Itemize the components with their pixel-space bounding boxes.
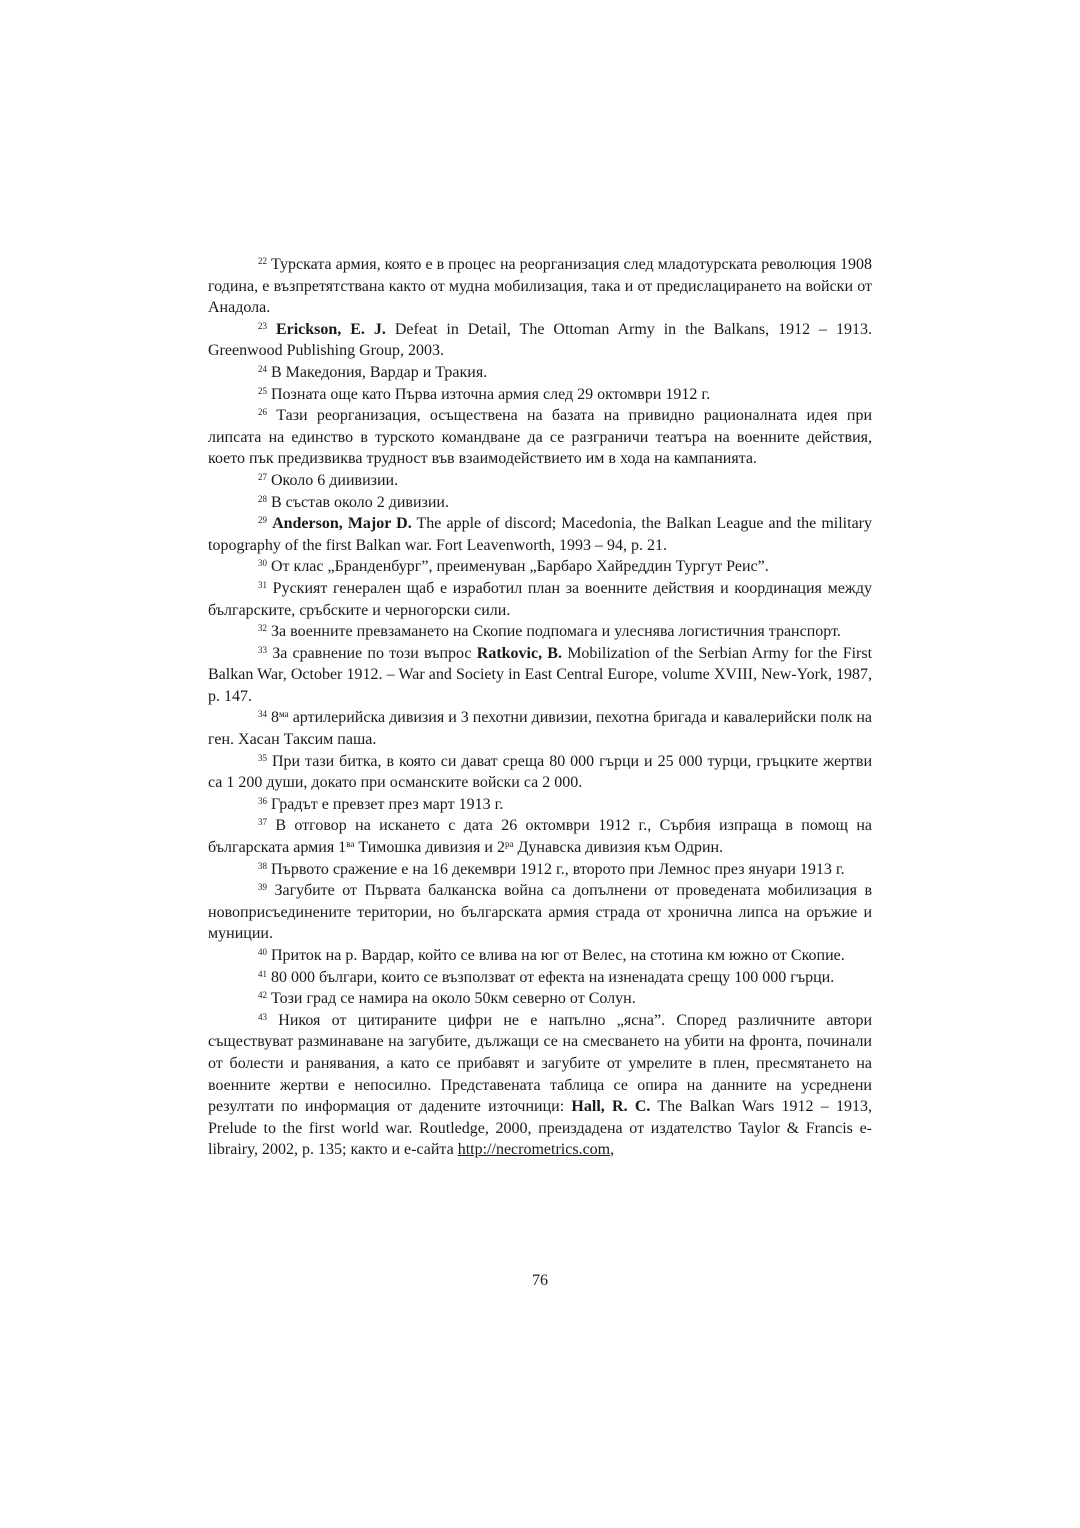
footnote-28 bbox=[208, 492, 872, 514]
footnote-number: 35 bbox=[258, 752, 267, 763]
footnote-number: 33 bbox=[258, 644, 267, 655]
footnote-32 bbox=[208, 621, 872, 643]
footnote-text: артилерийска дивизия и 3 пехотни дивизии, пехотна бригада и кавалерийски полк на ген. Хасан Таксим паша. bbox=[208, 709, 873, 749]
footnote-text: Позната още като Първа източна армия след 29 октомври 1912 г. bbox=[271, 385, 711, 403]
footnote-text: Руският генерален щаб е изработил план за военните действия и координация между българските, сръбските и черногорски сили. bbox=[208, 579, 872, 619]
footnote-number: 30 bbox=[258, 558, 267, 569]
footnote-text: Първото сражение е на 16 декември 1912 г., второто при Лемнос през януари 1913 г. bbox=[271, 860, 845, 878]
footnote-text: Никоя от цитираните цифри не е напълно „ясна”. Според различните автори съществуват разминаване на загубите, дължащи се на смесването на убити на фронта, починали от болести и ранявания, а като се прибавят и загубите от умрелите в плен, пресмятането на военните жертви е непосилно. Представената таблица се опира на данните на усреднени резултати по информация от дадените източници: bbox=[208, 1011, 873, 1116]
footnote-text: От клас „Бранденбург”, преименуван „Барбаро Хайреддин Тургут Реис”. bbox=[271, 558, 769, 576]
footnote-43 bbox=[208, 1010, 872, 1161]
footnote-25 bbox=[208, 384, 872, 406]
footnote-text: В отговор на искането с дата 26 октомври 1912 г., Сърбия изпраща в помощ на българската армия 1 bbox=[208, 817, 873, 857]
footnote-text: В Македония, Вардар и Тракия. bbox=[271, 363, 488, 381]
footnote-text: Приток на р. Вардар, който се влива на юг от Велес, на стотина км южно от Скопие. bbox=[271, 947, 845, 964]
footnote-41 bbox=[208, 967, 872, 989]
necrometrics-link[interactable]: http://necrometrics.com bbox=[457, 1141, 611, 1159]
footnote-text: Тимошка дивизия и 2 bbox=[354, 839, 505, 857]
footnote-lead: За сравнение по този въпрос bbox=[272, 644, 472, 662]
footnote-31 bbox=[208, 578, 872, 621]
footnote-number: 39 bbox=[258, 882, 267, 893]
footnote-text: За военните превзамането на Скопие подпомага и улеснява логистичния транспорт. bbox=[271, 623, 841, 641]
footnote-text: В състав около 2 дивизии. bbox=[271, 493, 449, 511]
footnote-number: 36 bbox=[258, 795, 267, 806]
footnote-text: Тази реорганизация, осъществена на базата на привидно рационалната идея при липсата на единство в турското командване да се разграничи театъра на военните действия, което пък предизвиква трудност във взаимодействието им в хода на кампанията. bbox=[208, 407, 872, 468]
footnote-text: Турската армия, която е в процес на реорганизация след младотурската революция 1908 година, е възпретятствана както от мудна мобилизация, така и от предислацирането на войски от Анадола. bbox=[208, 256, 873, 317]
footnote-text: Дунавска дивизия към Одрин. bbox=[513, 839, 724, 857]
footnotes-section bbox=[208, 254, 872, 1161]
footnote-text: Defeat in Detail, The Ottoman Army in the Balkans, 1912 – 1913. Greenwood Publishing Group, 2003. bbox=[208, 320, 873, 360]
footnote-39 bbox=[208, 880, 872, 945]
footnote-number: 23 bbox=[258, 320, 267, 331]
footnote-text: 80 000 българи, които се възползват от ефекта на изненадата срещу 100 000 гърци. bbox=[271, 968, 835, 986]
footnote-author: Hall, R. C. bbox=[571, 1098, 651, 1116]
footnote-26 bbox=[208, 405, 872, 470]
footnote-38 bbox=[208, 859, 872, 881]
footnote-author: Ratkovic, B. bbox=[476, 644, 562, 662]
page-number: 76 bbox=[532, 1272, 548, 1289]
footnote-number: 26 bbox=[258, 407, 267, 418]
footnote-author: Anderson, Major D. bbox=[272, 515, 412, 533]
footnote-number: 38 bbox=[258, 860, 267, 871]
footnote-number: 24 bbox=[258, 363, 267, 374]
footnote-30 bbox=[208, 556, 872, 578]
footnote-number: 41 bbox=[258, 968, 267, 979]
footnote-text: The apple of discord; Macedonia, the Balkan League and the military topography of the first Balkan war. Fort Leavenworth, 1993 – 94, p. 21. bbox=[208, 515, 873, 554]
footnote-text: Загубите от Първата балканска война са допълнени от проведената мобилизация в новоприсъединените територии, но българската армия страда от хронична липса на оръжие и муниции. bbox=[208, 882, 873, 943]
footnote-number: 43 bbox=[258, 1011, 267, 1022]
footnote-37 bbox=[208, 815, 872, 858]
footnote-number: 25 bbox=[258, 385, 267, 396]
footnote-number: 28 bbox=[258, 493, 267, 504]
footnote-number: 32 bbox=[258, 623, 267, 634]
footnote-33 bbox=[208, 643, 872, 708]
ordinal-suffix: ра bbox=[504, 839, 514, 850]
footnote-number: 22 bbox=[258, 256, 267, 266]
footnote-number: 31 bbox=[258, 579, 267, 590]
footnote-text: , bbox=[610, 1141, 615, 1159]
footnote-42 bbox=[208, 988, 872, 1010]
ordinal-suffix: ма bbox=[279, 709, 289, 720]
footnote-text: Градът е превзет през март 1913 г. bbox=[271, 795, 504, 813]
footnote-number: 42 bbox=[258, 990, 267, 1001]
footnote-27 bbox=[208, 470, 872, 492]
footnote-number: 29 bbox=[258, 515, 267, 526]
ordinal-number: 8 bbox=[271, 709, 280, 727]
footnote-35 bbox=[208, 751, 872, 794]
footnote-34 bbox=[208, 707, 872, 750]
footnote-number: 37 bbox=[258, 817, 267, 828]
footnote-29 bbox=[208, 513, 872, 556]
footnote-24 bbox=[208, 362, 872, 384]
footnote-number: 40 bbox=[258, 947, 267, 957]
footnote-author: Erickson, E. J. bbox=[275, 320, 386, 338]
footnote-number: 34 bbox=[258, 709, 267, 720]
footnote-text: Mobilization of the Serbian Army for the First Balkan War, October 1912. – War and Society in East Central Europe, volume XVIII, New-York, 1987, p. 147. bbox=[208, 644, 873, 705]
ordinal-suffix: ва bbox=[346, 839, 355, 850]
footnote-22 bbox=[208, 254, 872, 319]
footnote-40 bbox=[208, 945, 872, 967]
footnote-text: The Balkan Wars 1912 – 1913, Prelude to the first world war. Routledge, 2000, преиздадена от издателство Taylor & Francis e-librairy, 2002, p. 135; както и е-сайта bbox=[208, 1098, 872, 1159]
footnote-number: 27 bbox=[258, 471, 267, 482]
footnote-text: При тази битка, в която си дават среща 80 000 гърци и 25 000 турци, гръцките жертви са 1 200 души, докато при османските войски са 2 000. bbox=[208, 752, 873, 792]
footnote-text: Около 6 диивизии. bbox=[271, 471, 399, 489]
footnote-36 bbox=[208, 794, 872, 816]
footnote-text: Този град се намира на около 50км северно от Солун. bbox=[271, 990, 636, 1008]
footnote-23 bbox=[208, 319, 872, 362]
